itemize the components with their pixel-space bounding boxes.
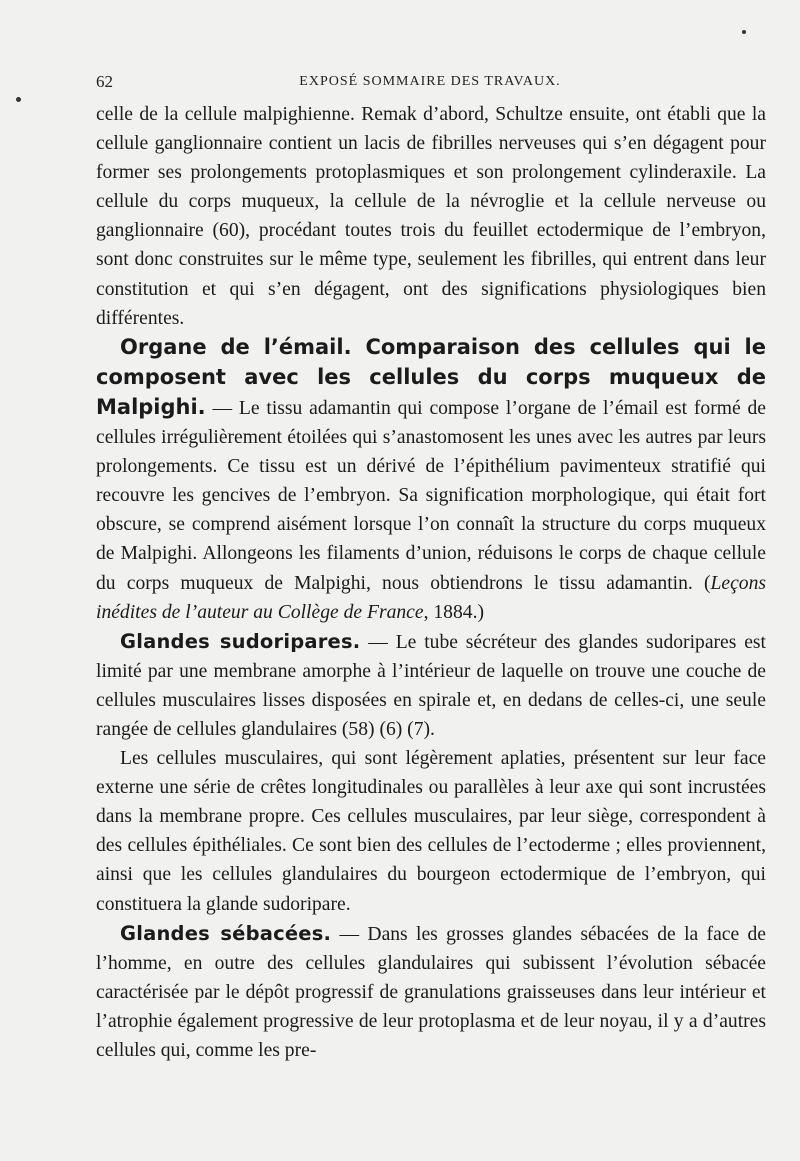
section-heading-glandes-sebacees: Glandes sébacées. — [120, 921, 332, 945]
paragraph-glandes-sudoripares — [96, 627, 766, 744]
paragraph-glandes-sebacees — [96, 919, 766, 1065]
body-text — [96, 100, 766, 1065]
paragraph-organe-email — [96, 333, 766, 627]
citation-title: Leçons inédites de l’auteur au Collège de France — [96, 572, 766, 623]
paragraph-text: — Dans les grosses glandes sébacées de la face de l’homme, en outre des cellules glandulaires qui subissent l’évolution sébacée caractérisée par le dépôt progressif de granulations graisseuses dans leur intérieur et l’atrophie également progressive de leur protoplasma et de leur noyau, il y a d’autres cellules qui, comme les pre- — [96, 923, 767, 1061]
ink-speck — [16, 97, 21, 102]
paragraph-cellules-musculaires: Les cellules musculaires, qui sont légèrement aplaties, présentent sur leur face externe une série de crêtes longitudinales ou parallèles à leur axe qui sont incrustées dans la membrane propre. Ces cellules musculaires, par leur siège, correspondent à des cellules épithéliales. Ce sont bien des cellules de l’ectoderme ; elles proviennent, ainsi que les cellules glandulaires du bourgeon ectodermique de l’embryon, qui constituera la glande sudoripare. — [96, 748, 766, 915]
section-heading-organe-email: Organe de l’émail. Comparaison des cellules qui le composent avec les cellules du corps muqueux de Malpighi. — [96, 334, 766, 419]
running-title: EXPOSÉ SOMMAIRE DES TRAVAUX. — [299, 74, 561, 89]
paragraph-text: , 1884.) — [423, 601, 484, 623]
page-header — [96, 72, 764, 94]
section-heading-glandes-sudoripares: Glandes sudoripares. — [120, 629, 361, 653]
page-number: 62 — [96, 72, 113, 91]
paragraph-text: — Le tube sécréteur des glandes sudoripares est limité par une membrane amorphe à l’intérieur de laquelle on trouve une couche de cellules musculaires lisses disposées en spirale et, en dedans de celles-ci, une seule rangée de cellules glandulaires (58) (6) (7). — [96, 631, 766, 740]
ink-speck — [742, 30, 746, 34]
paragraph-text: — Le tissu adamantin qui compose l’organe de l’émail est formé de cellules irrégulièrement étoilées qui s’anastomosent les unes avec les autres par leurs prolongements. Ce tissu est un dérivé de l’épithélium pavimenteux stratifié qui recouvre les gencives de l’embryon. Sa signification morphologique, qui était fort obscure, se comprend aisément lorsque l’on connaît la structure du corps muqueux de Malpighi. Allongeons les filaments d’union, réduisons le corps de chaque cellule du corps muqueux de Malpighi, nous obtiendrons le tissu adamantin. ( — [96, 397, 766, 594]
paragraph-continuation: celle de la cellule malpighienne. Remak d’abord, Schultze ensuite, ont établi que la cellule ganglionnaire contient un lacis de fibrilles nerveuses qui s’en dégagent pour former ses prolongements protoplasmiques et son prolongement cylinderaxile. La cellule du corps muqueux, la cellule de la névroglie et la cellule nerveuse ou ganglionnaire (60), procédant toutes trois du feuillet ectodermique de l’embryon, sont donc construites sur le même type, seulement les fibrilles, qui entrent dans leur constitution et qui s’en dégagent, ont des significations physiologiques bien différentes. — [96, 104, 766, 329]
